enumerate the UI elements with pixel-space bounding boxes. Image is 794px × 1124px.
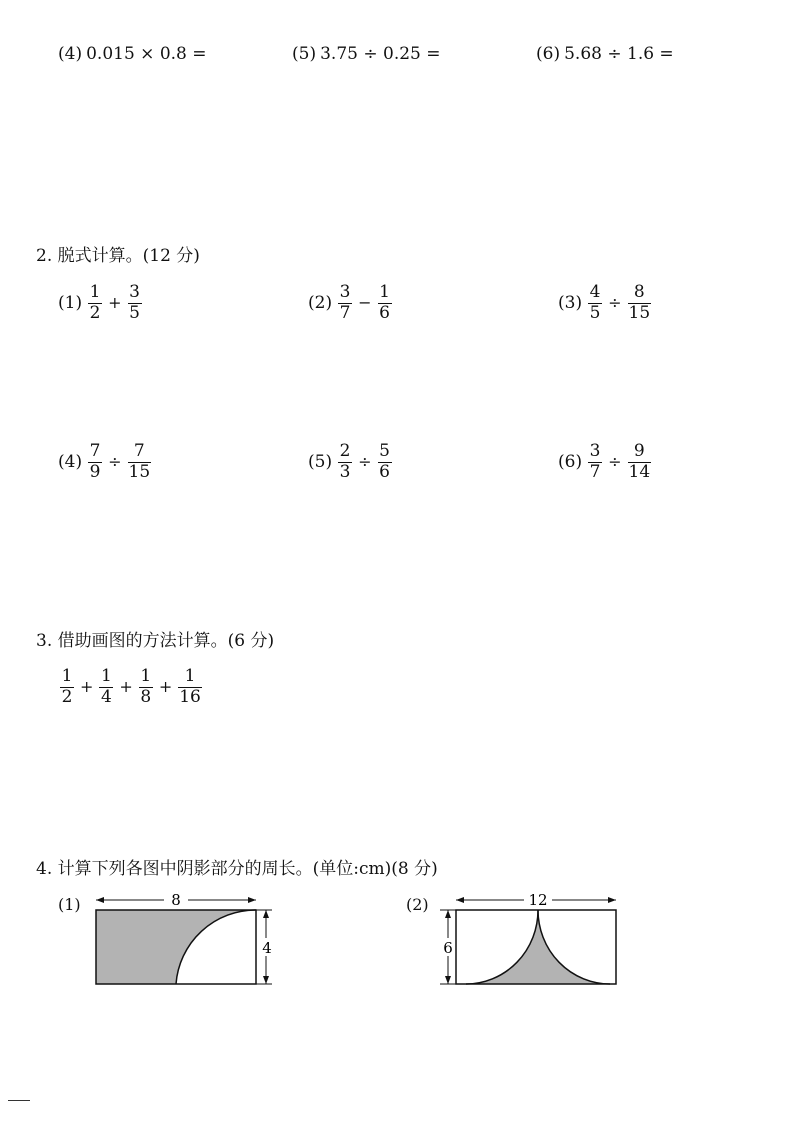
fraction-half: $\frac{1}{2}$	[61, 666, 73, 707]
figure-1-shaded-region	[96, 910, 256, 984]
figure-1-height-label: 4	[262, 939, 272, 957]
operator: +	[108, 293, 122, 313]
arrow-up-icon	[445, 910, 451, 918]
fraction-b: $\frac{9}{14}$	[628, 441, 651, 482]
fraction-problem-1	[58, 284, 144, 323]
operator: ÷	[358, 452, 372, 472]
operator: +	[158, 677, 173, 697]
problem-label: (5)	[308, 451, 333, 472]
operator: ÷	[608, 452, 622, 472]
section-2-heading: 2. 脱式计算。(12 分)	[36, 246, 200, 266]
arrow-left-icon	[96, 897, 104, 903]
operator: +	[119, 677, 133, 697]
page-edge-mark	[8, 1100, 30, 1101]
operator: +	[80, 677, 94, 697]
fraction-a: $\frac{2}{3}$	[339, 441, 351, 482]
problem-expression: 0.015 × 0.8 =	[86, 44, 207, 64]
operator: ÷	[108, 452, 122, 472]
fraction-a: $\frac{3}{7}$	[589, 441, 601, 482]
fraction-problem-2	[308, 284, 394, 323]
fraction-a: $\frac{3}{7}$	[339, 282, 351, 323]
fraction-b: $\frac{3}{5}$	[129, 282, 140, 323]
problem-label: (4)	[58, 451, 83, 472]
fraction-a: $\frac{7}{9}$	[89, 441, 101, 482]
figure-1-label: (1)	[58, 895, 81, 914]
figure-2-height-label: 6	[443, 939, 453, 957]
figure-1-diagram	[88, 890, 288, 990]
arrow-down-icon	[263, 976, 269, 984]
fraction-b: $\frac{7}{15}$	[128, 441, 151, 482]
fraction-problem-5	[308, 443, 394, 482]
problem-label: (1)	[58, 292, 83, 313]
problem-label: (4)	[58, 44, 83, 64]
problem-label: (6)	[536, 44, 561, 64]
problem-expression: 5.68 ÷ 1.6 =	[564, 44, 674, 64]
problem-label: (5)	[292, 44, 317, 64]
decimal-problem-6	[536, 46, 674, 63]
problem-expression: 3.75 ÷ 0.25 =	[320, 44, 441, 64]
operator: −	[358, 293, 372, 313]
problem-label: (6)	[558, 451, 583, 472]
arrow-right-icon	[248, 897, 256, 903]
operator: ÷	[608, 293, 622, 313]
fraction-sixteenth: $\frac{1}{16}$	[179, 666, 201, 707]
arrow-left-icon	[456, 897, 464, 903]
fraction-a: $\frac{4}{5}$	[589, 282, 601, 323]
decimal-problem-5	[292, 46, 441, 63]
fraction-a: $\frac{1}{2}$	[89, 282, 101, 323]
fraction-problem-3	[558, 284, 653, 323]
fraction-eighth: $\frac{1}{8}$	[140, 666, 152, 707]
fraction-problem-4	[58, 443, 153, 482]
figure-2-width-label: 12	[528, 891, 548, 909]
section-4-heading: 4. 计算下列各图中阴影部分的周长。(单位:cm)(8 分)	[36, 859, 438, 879]
problem-label: (3)	[558, 292, 583, 313]
arrow-right-icon	[608, 897, 616, 903]
arrow-down-icon	[445, 976, 451, 984]
fraction-quarter: $\frac{1}{4}$	[100, 666, 112, 707]
fraction-b: $\frac{5}{6}$	[379, 441, 390, 482]
figure-2-label: (2)	[406, 895, 429, 914]
fraction-problem-6	[558, 443, 653, 482]
fraction-b: $\frac{1}{6}$	[379, 282, 390, 323]
figure-1-width-label: 8	[171, 891, 181, 909]
problem-label: (2)	[308, 292, 333, 313]
decimal-problem-4	[58, 46, 207, 63]
arrow-up-icon	[263, 910, 269, 918]
figure-2-diagram	[436, 890, 636, 990]
fraction-b: $\frac{8}{15}$	[628, 282, 651, 323]
section-3-heading: 3. 借助画图的方法计算。(6 分)	[36, 631, 275, 651]
fraction-sum-expression	[58, 668, 204, 707]
